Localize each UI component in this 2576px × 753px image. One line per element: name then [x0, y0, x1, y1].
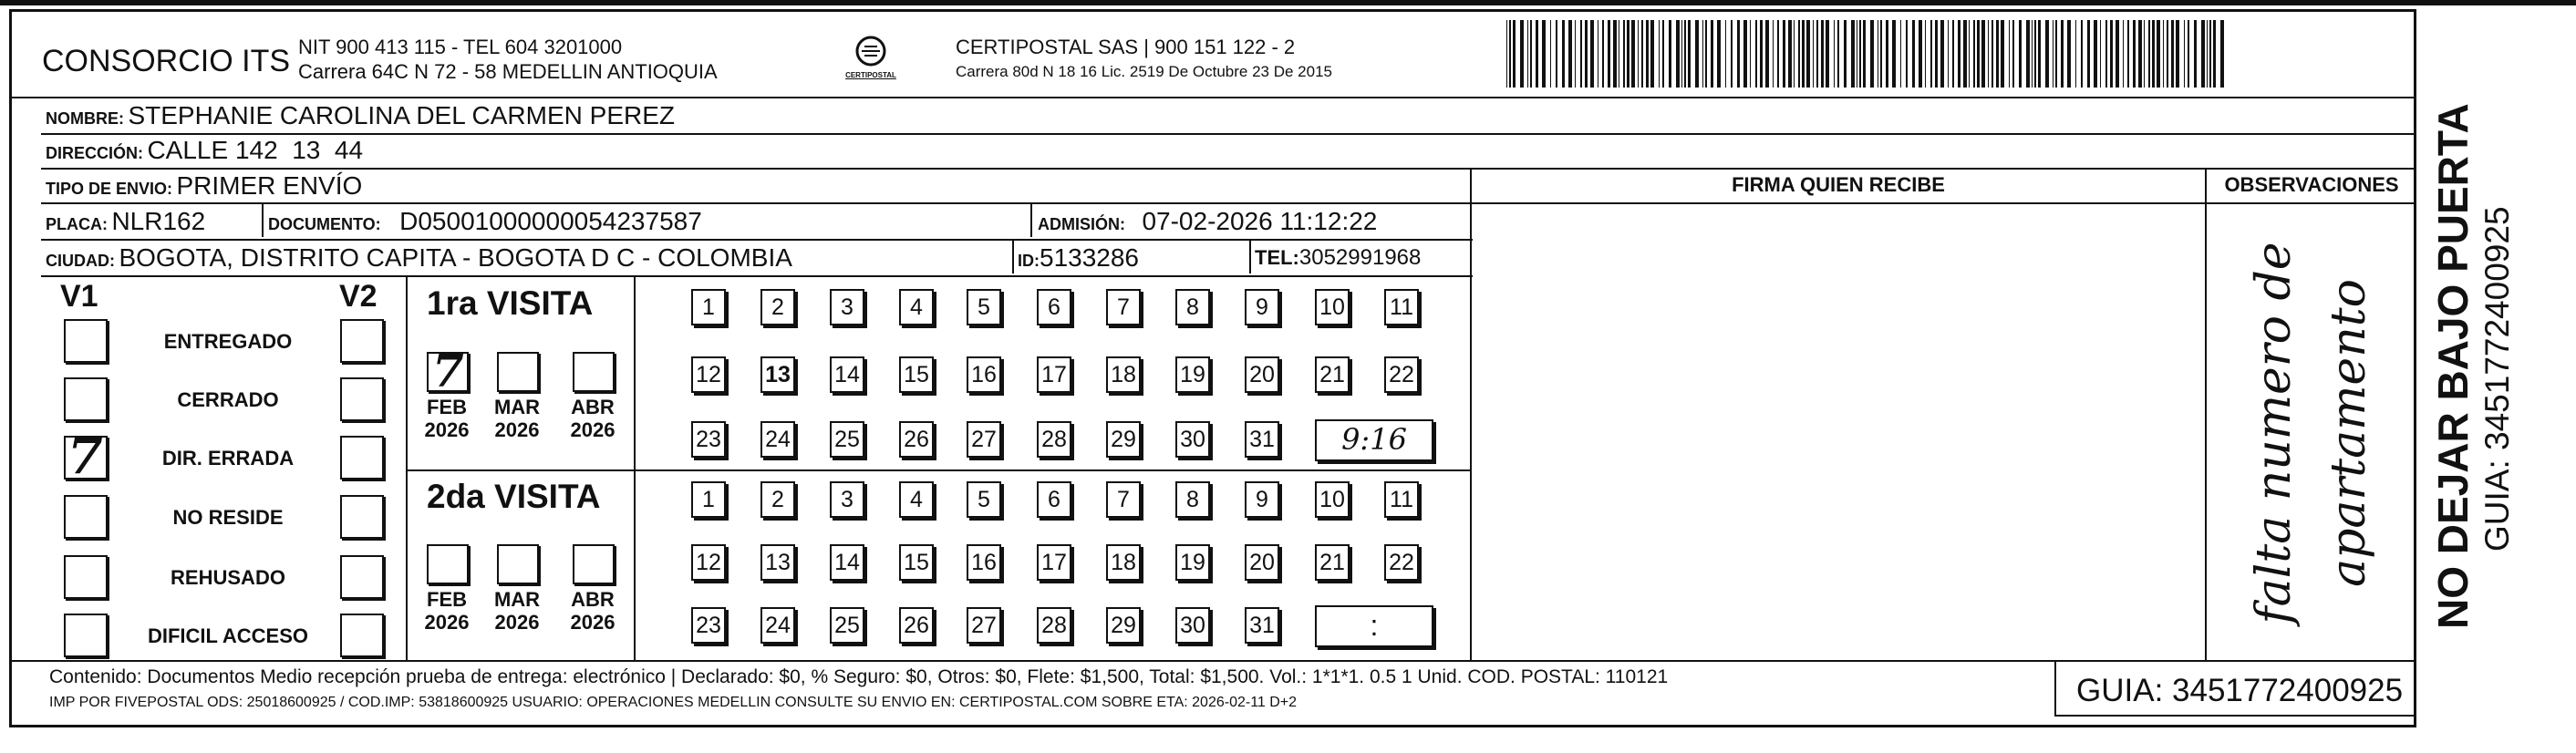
day-box[interactable]: 1 — [691, 289, 726, 325]
v1-checkbox[interactable] — [64, 555, 108, 599]
divider — [41, 133, 2416, 135]
day-box[interactable]: 22 — [1384, 356, 1419, 393]
v1-checkbox[interactable] — [64, 377, 108, 421]
admision-row: ADMISIÓN: 07-02-2026 11:12:22 — [1038, 207, 1378, 235]
day-box[interactable]: 15 — [899, 544, 934, 581]
divider — [406, 275, 408, 660]
observation-handwriting — [2184, 232, 2439, 634]
day-box[interactable]: 15 — [899, 356, 934, 393]
day-box[interactable]: 28 — [1037, 421, 1071, 458]
divider — [1012, 241, 1014, 273]
day-box[interactable]: 9 — [1245, 289, 1279, 325]
month-mark: 7 — [432, 344, 464, 397]
day-box[interactable]: 6 — [1037, 289, 1071, 325]
time-box[interactable]: : — [1315, 605, 1433, 647]
v1-mark: 7 — [67, 426, 103, 486]
firma-header: FIRMA QUIEN RECIBE — [1732, 173, 1945, 196]
month-label — [565, 588, 620, 634]
day-box[interactable]: 8 — [1175, 481, 1210, 518]
month-year: 2026 — [494, 611, 540, 634]
status-label: DIR. ERRADA — [161, 447, 295, 469]
day-box[interactable]: 3 — [830, 289, 864, 325]
v2-checkbox[interactable] — [340, 614, 384, 657]
day-box[interactable]: 27 — [967, 607, 1001, 644]
footer-print-info: IMP POR FIVEPOSTAL ODS: 25018600925 / COD.IMP: 53818600925 USUARIO: OPERACIONES MEDELLIN CONSULTE SU ENVIO EN: CERTIPOSTAL.COM SOBRE ETA: 2026-02-11 D+2 — [49, 695, 1298, 710]
id-number: 5133286 — [1040, 243, 1140, 272]
v1-checkbox[interactable] — [64, 426, 108, 486]
phone-number: 3052991968 — [1298, 245, 1422, 270]
logo-caption: CERTIPOSTAL — [845, 71, 896, 79]
status-label: NO RESIDE — [172, 506, 284, 529]
divider — [406, 469, 1471, 471]
month-year: 2026 — [570, 418, 616, 441]
day-box[interactable]: 4 — [899, 289, 934, 325]
day-box[interactable]: 27 — [967, 421, 1001, 458]
month-label — [419, 396, 474, 441]
v1-checkbox[interactable] — [64, 614, 108, 657]
footer-guia: GUIA: 3451772400925 — [2076, 673, 2404, 708]
day-box[interactable]: 8 — [1175, 289, 1210, 325]
month-year: 2026 — [494, 418, 540, 441]
day-box[interactable]: 24 — [760, 421, 795, 458]
day-box[interactable]: 26 — [899, 421, 934, 458]
day-box[interactable]: 28 — [1037, 607, 1071, 644]
day-box[interactable]: 22 — [1384, 544, 1419, 581]
day-box[interactable]: 20 — [1245, 356, 1279, 393]
v2-checkbox[interactable] — [340, 319, 384, 363]
month-name: MAR — [493, 588, 541, 611]
day-box[interactable]: 23 — [691, 421, 726, 458]
document-number: D05001000000054237587 — [399, 207, 702, 235]
divider — [41, 168, 2416, 170]
side-warning: NO DEJAR BAJO PUERTA — [2429, 103, 2477, 629]
v2-checkbox[interactable] — [340, 436, 384, 480]
admission-datetime: 07-02-2026 11:12:22 — [1142, 207, 1378, 235]
day-box[interactable]: 9 — [1245, 481, 1279, 518]
placa-row: PLACA: NLR162 — [46, 207, 206, 235]
day-box[interactable]: 24 — [760, 607, 795, 644]
divider — [41, 239, 1473, 241]
month-year: 2026 — [570, 611, 616, 634]
footer-content: Contenido: Documentos Medio recepción prueba de entrega: electrónico | Declarado: $0, % Seguro: $0, Otros: $0, Flete: $1,500, Total: $1,500. Vol.: 1*1*1. 0.5 1 Unid. COD. POSTAL: 110121 — [49, 666, 1669, 687]
day-box[interactable]: 3 — [830, 481, 864, 518]
v1-label: V1 — [60, 279, 98, 314]
day-box[interactable]: 12 — [691, 544, 726, 581]
courier-line: CERTIPOSTAL SAS | 900 151 122 - 2 — [956, 36, 1296, 58]
shipment-type: PRIMER ENVÍO — [176, 171, 363, 200]
first-visit-title: 1ra VISITA — [427, 284, 594, 322]
day-box[interactable]: 12 — [691, 356, 726, 393]
day-box[interactable]: 4 — [899, 481, 934, 518]
v1-checkbox[interactable] — [64, 319, 108, 363]
v2-label: V2 — [339, 279, 378, 314]
second-visit-title: 2da VISITA — [427, 478, 601, 515]
nombre-row: NOMBRE: STEPHANIE CAROLINA DEL CARMEN PEREZ — [46, 101, 675, 129]
tipo-row: TIPO DE ENVIO: PRIMER ENVÍO — [46, 171, 363, 200]
day-box[interactable]: 19 — [1175, 356, 1210, 393]
day-box[interactable]: 11 — [1384, 289, 1419, 325]
month-label — [490, 588, 544, 634]
day-box[interactable]: 18 — [1106, 356, 1141, 393]
status-label: DIFICIL ACCESO — [147, 624, 308, 647]
day-box[interactable]: 17 — [1037, 544, 1071, 581]
month-checkbox[interactable] — [497, 352, 539, 392]
day-box[interactable]: 7 — [1106, 481, 1141, 518]
city: BOGOTA, DISTRITO CAPITA - BOGOTA D C - COLOMBIA — [119, 243, 792, 272]
month-label — [565, 396, 620, 441]
day-box[interactable]: 2 — [760, 289, 795, 325]
day-box[interactable]: 11 — [1384, 481, 1419, 518]
day-box[interactable]: 30 — [1175, 421, 1210, 458]
month-name: FEB — [427, 588, 467, 611]
month-name: ABR — [571, 396, 615, 418]
day-box[interactable]: 1 — [691, 481, 726, 518]
day-box[interactable]: 31 — [1245, 607, 1279, 644]
day-box[interactable]: 13 — [760, 544, 795, 581]
month-checkbox[interactable] — [427, 544, 469, 584]
time-box[interactable]: 9:16 — [1315, 419, 1433, 461]
month-checkbox[interactable] — [573, 352, 615, 392]
month-year: 2026 — [424, 611, 470, 634]
day-box[interactable]: 23 — [691, 607, 726, 644]
day-box[interactable]: 25 — [830, 607, 864, 644]
divider — [9, 97, 2416, 98]
day-box[interactable]: 31 — [1245, 421, 1279, 458]
day-box[interactable]: 6 — [1037, 481, 1071, 518]
divider — [262, 204, 264, 237]
divider — [1249, 241, 1251, 273]
day-box[interactable]: 2 — [760, 481, 795, 518]
month-year: 2026 — [424, 418, 470, 441]
top-border-line — [0, 0, 2576, 5]
ciudad-row: CIUDAD: BOGOTA, DISTRITO CAPITA - BOGOTA D C - COLOMBIA — [46, 243, 792, 272]
month-checkbox[interactable] — [573, 544, 615, 584]
divider — [1470, 202, 2416, 204]
day-box[interactable]: 26 — [899, 607, 934, 644]
status-label: ENTREGADO — [163, 330, 293, 353]
status-label: REHUSADO — [171, 566, 285, 589]
v2-checkbox[interactable] — [340, 377, 384, 421]
month-name: ABR — [571, 588, 615, 611]
day-box[interactable]: 25 — [830, 421, 864, 458]
courier-address: Carrera 80d N 18 16 Lic. 2519 De Octubre 23 De 2015 — [956, 63, 1332, 80]
day-box[interactable]: 16 — [967, 356, 1001, 393]
footer-guia-box — [2054, 660, 2416, 717]
day-box[interactable]: 29 — [1106, 607, 1141, 644]
month-label — [419, 588, 474, 634]
day-box[interactable]: 20 — [1245, 544, 1279, 581]
documento-row: DOCUMENTO: D05001000000054237587 — [268, 207, 702, 235]
side-guia: GUIA: 3451772400925 — [2478, 206, 2516, 552]
day-box[interactable]: 16 — [967, 544, 1001, 581]
day-box[interactable]: 30 — [1175, 607, 1210, 644]
day-box[interactable]: 29 — [1106, 421, 1141, 458]
day-box[interactable]: 13 — [760, 356, 795, 393]
nit-line: NIT 900 413 115 - TEL 604 3201000 — [298, 36, 623, 58]
v2-checkbox[interactable] — [340, 495, 384, 539]
recipient-address: CALLE 142 13 44 — [147, 136, 364, 164]
day-box[interactable]: 10 — [1315, 481, 1350, 518]
address-line: Carrera 64C N 72 - 58 MEDELLIN ANTIOQUIA — [298, 60, 718, 83]
month-name: MAR — [493, 396, 541, 418]
month-label — [490, 396, 544, 441]
month-checkbox[interactable] — [427, 344, 469, 397]
day-box[interactable]: 21 — [1315, 544, 1350, 581]
day-box[interactable]: 7 — [1106, 289, 1141, 325]
day-box[interactable]: 14 — [830, 544, 864, 581]
day-box[interactable]: 21 — [1315, 356, 1350, 393]
day-box[interactable]: 14 — [830, 356, 864, 393]
divider — [41, 275, 1473, 277]
direccion-row: DIRECCIÓN: CALLE 142 13 44 — [46, 136, 364, 164]
observaciones-header: OBSERVACIONES — [2224, 173, 2399, 196]
month-name: FEB — [427, 396, 467, 418]
divider — [634, 275, 636, 660]
plate: NLR162 — [111, 207, 206, 235]
company-name: CONSORCIO ITS — [42, 44, 291, 78]
id-row: ID:5133286 — [1018, 243, 1140, 272]
v2-checkbox[interactable] — [340, 555, 384, 599]
month-checkbox[interactable] — [497, 544, 539, 584]
day-box[interactable]: 18 — [1106, 544, 1141, 581]
day-box[interactable]: 10 — [1315, 289, 1350, 325]
recipient-name: STEPHANIE CAROLINA DEL CARMEN PEREZ — [128, 101, 675, 129]
day-box[interactable]: 17 — [1037, 356, 1071, 393]
divider — [1470, 168, 1472, 660]
day-box[interactable]: 5 — [967, 289, 1001, 325]
v1-checkbox[interactable] — [64, 495, 108, 539]
day-box[interactable]: 19 — [1175, 544, 1210, 581]
observation-text: falta numero de apartamento — [2247, 242, 2376, 624]
status-label: CERRADO — [177, 388, 279, 411]
divider — [1030, 204, 1032, 237]
day-box[interactable]: 5 — [967, 481, 1001, 518]
tel-row: TEL:3052991968 — [1255, 245, 1422, 270]
